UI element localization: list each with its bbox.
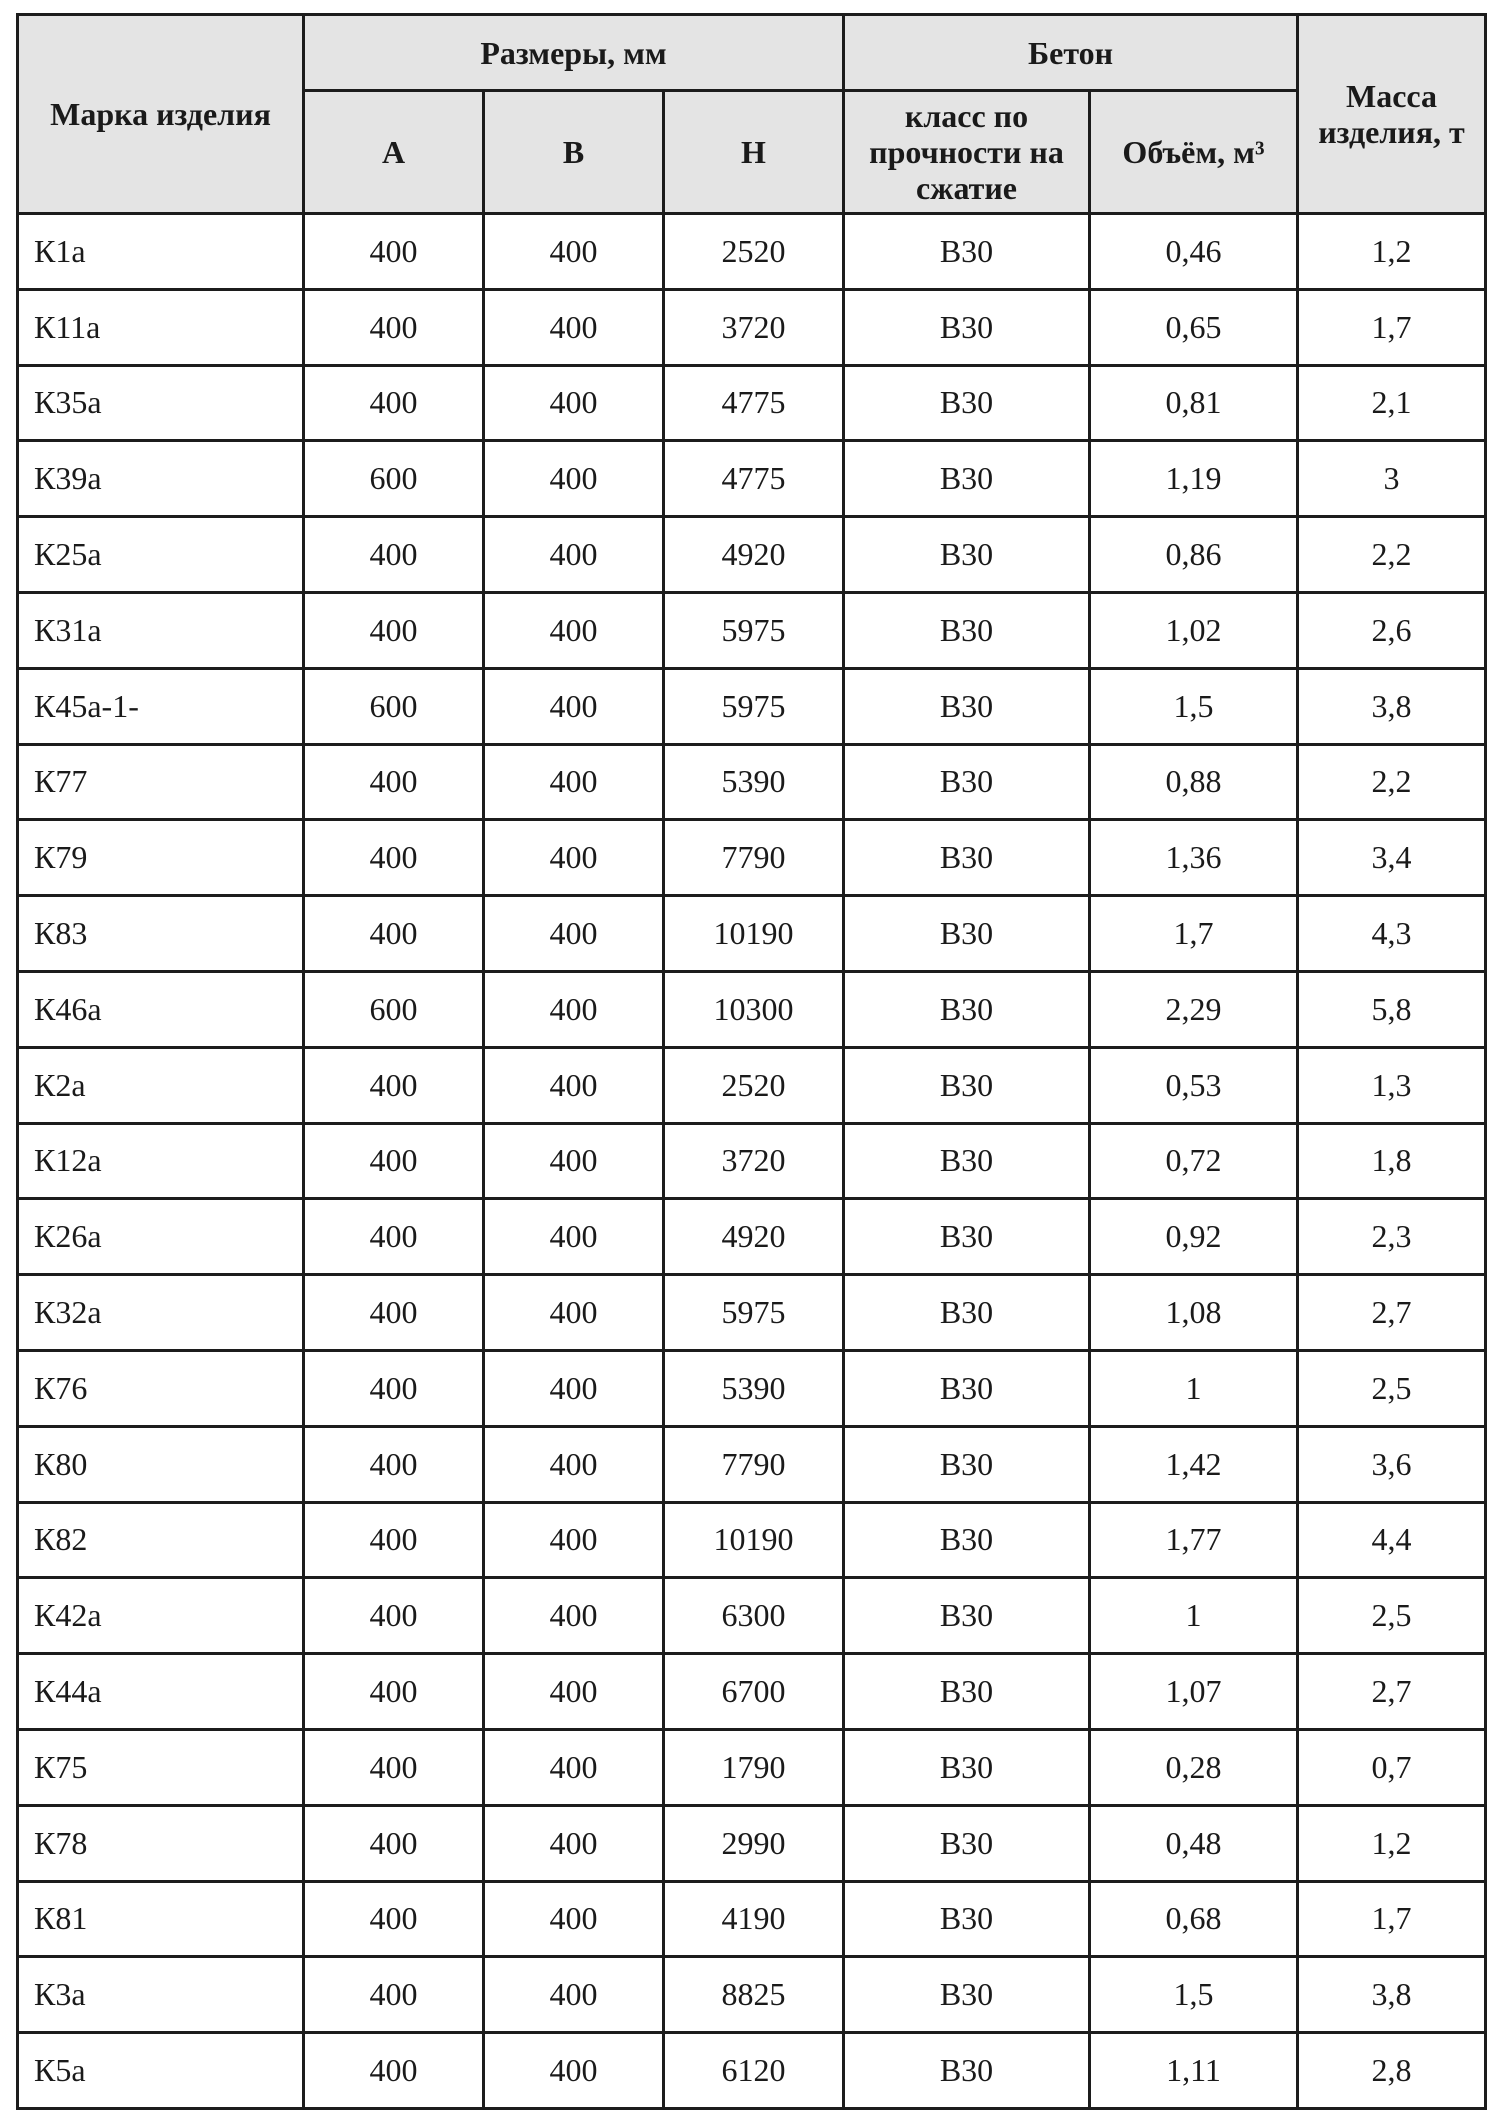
- table-row: [18, 1426, 1486, 1502]
- table-row: [18, 1199, 1486, 1275]
- cell-mass: 3,4: [1298, 820, 1486, 896]
- cell-strength-class: В30: [844, 1654, 1090, 1730]
- cell-a: 400: [304, 1957, 484, 2033]
- table-row: [18, 1805, 1486, 1881]
- cell-strength-class: В30: [844, 1199, 1090, 1275]
- header-h: Н: [664, 91, 844, 214]
- cell-mass: 2,8: [1298, 2033, 1486, 2109]
- cell-h: 4190: [664, 1881, 844, 1957]
- cell-strength-class: В30: [844, 1578, 1090, 1654]
- cell-a: 400: [304, 592, 484, 668]
- cell-strength-class: В30: [844, 668, 1090, 744]
- cell-b: 400: [484, 1123, 664, 1199]
- cell-a: 400: [304, 1654, 484, 1730]
- cell-volume: 1,36: [1090, 820, 1298, 896]
- cell-mark: К81: [18, 1881, 304, 1957]
- cell-volume: 1,08: [1090, 1275, 1298, 1351]
- cell-strength-class: В30: [844, 1047, 1090, 1123]
- table-row: [18, 1047, 1486, 1123]
- cell-h: 5975: [664, 668, 844, 744]
- cell-strength-class: В30: [844, 1275, 1090, 1351]
- cell-h: 7790: [664, 1426, 844, 1502]
- cell-a: 400: [304, 214, 484, 290]
- cell-volume: 1,5: [1090, 1957, 1298, 2033]
- cell-h: 4775: [664, 441, 844, 517]
- cell-mass: 1,3: [1298, 1047, 1486, 1123]
- cell-mass: 3: [1298, 441, 1486, 517]
- header-volume: Объём, м³: [1090, 91, 1298, 214]
- table-row: [18, 1502, 1486, 1578]
- table-body: [18, 214, 1486, 2109]
- cell-b: 400: [484, 668, 664, 744]
- header-mass: Масса изделия, т: [1298, 15, 1486, 214]
- header-concrete: Бетон: [844, 15, 1298, 91]
- cell-strength-class: В30: [844, 1350, 1090, 1426]
- cell-b: 400: [484, 2033, 664, 2109]
- cell-mark: К5а: [18, 2033, 304, 2109]
- table-row: [18, 365, 1486, 441]
- cell-mass: 2,5: [1298, 1350, 1486, 1426]
- cell-a: 400: [304, 517, 484, 593]
- cell-mass: 2,5: [1298, 1578, 1486, 1654]
- table-row: [18, 971, 1486, 1047]
- table-row: [18, 1881, 1486, 1957]
- table-row: [18, 820, 1486, 896]
- cell-h: 5975: [664, 1275, 844, 1351]
- cell-a: 400: [304, 1578, 484, 1654]
- cell-volume: 0,65: [1090, 289, 1298, 365]
- cell-a: 400: [304, 1426, 484, 1502]
- cell-mass: 2,7: [1298, 1654, 1486, 1730]
- cell-a: 400: [304, 1350, 484, 1426]
- cell-a: 400: [304, 1275, 484, 1351]
- cell-b: 400: [484, 896, 664, 972]
- cell-a: 400: [304, 1881, 484, 1957]
- cell-h: 4775: [664, 365, 844, 441]
- cell-volume: 0,81: [1090, 365, 1298, 441]
- cell-mass: 3,6: [1298, 1426, 1486, 1502]
- cell-b: 400: [484, 1881, 664, 1957]
- cell-mark: К31а: [18, 592, 304, 668]
- cell-volume: 1: [1090, 1350, 1298, 1426]
- cell-b: 400: [484, 1654, 664, 1730]
- cell-strength-class: В30: [844, 1502, 1090, 1578]
- header-strength-class: класс по прочности на сжатие: [844, 91, 1090, 214]
- table-row: [18, 517, 1486, 593]
- cell-mark: К3а: [18, 1957, 304, 2033]
- cell-a: 600: [304, 971, 484, 1047]
- table-row: [18, 896, 1486, 972]
- table-row: [18, 1729, 1486, 1805]
- cell-mark: К1а: [18, 214, 304, 290]
- cell-strength-class: В30: [844, 820, 1090, 896]
- cell-mark: К75: [18, 1729, 304, 1805]
- cell-a: 400: [304, 365, 484, 441]
- table-row: [18, 1275, 1486, 1351]
- cell-strength-class: В30: [844, 365, 1090, 441]
- cell-strength-class: В30: [844, 1729, 1090, 1805]
- cell-mark: К45а-1-: [18, 668, 304, 744]
- cell-a: 400: [304, 896, 484, 972]
- cell-volume: 0,48: [1090, 1805, 1298, 1881]
- cell-strength-class: В30: [844, 1426, 1090, 1502]
- cell-b: 400: [484, 1350, 664, 1426]
- cell-h: 6120: [664, 2033, 844, 2109]
- cell-volume: 1,19: [1090, 441, 1298, 517]
- cell-strength-class: В30: [844, 592, 1090, 668]
- cell-mass: 1,7: [1298, 1881, 1486, 1957]
- cell-mark: К25а: [18, 517, 304, 593]
- cell-h: 5390: [664, 1350, 844, 1426]
- cell-h: 7790: [664, 820, 844, 896]
- cell-b: 400: [484, 1199, 664, 1275]
- product-table: [16, 13, 1487, 2110]
- table-row: [18, 1578, 1486, 1654]
- cell-h: 8825: [664, 1957, 844, 2033]
- cell-mark: К12а: [18, 1123, 304, 1199]
- cell-strength-class: В30: [844, 214, 1090, 290]
- cell-b: 400: [484, 820, 664, 896]
- cell-a: 600: [304, 441, 484, 517]
- table-row: [18, 289, 1486, 365]
- cell-h: 5390: [664, 744, 844, 820]
- cell-mark: К82: [18, 1502, 304, 1578]
- cell-volume: 1,77: [1090, 1502, 1298, 1578]
- table-row: [18, 1350, 1486, 1426]
- header-a: А: [304, 91, 484, 214]
- cell-mark: К39а: [18, 441, 304, 517]
- cell-h: 5975: [664, 592, 844, 668]
- cell-mass: 0,7: [1298, 1729, 1486, 1805]
- cell-h: 10190: [664, 1502, 844, 1578]
- cell-volume: 1,42: [1090, 1426, 1298, 1502]
- cell-volume: 1,02: [1090, 592, 1298, 668]
- cell-b: 400: [484, 592, 664, 668]
- cell-mass: 1,8: [1298, 1123, 1486, 1199]
- cell-b: 400: [484, 441, 664, 517]
- cell-mass: 1,2: [1298, 214, 1486, 290]
- header-sizes: Размеры, мм: [304, 15, 844, 91]
- cell-h: 3720: [664, 289, 844, 365]
- cell-h: 6300: [664, 1578, 844, 1654]
- cell-mass: 4,3: [1298, 896, 1486, 972]
- cell-a: 400: [304, 1729, 484, 1805]
- header-mark: Марка изделия: [18, 15, 304, 214]
- table-row: [18, 214, 1486, 290]
- cell-b: 400: [484, 1578, 664, 1654]
- cell-h: 2990: [664, 1805, 844, 1881]
- cell-strength-class: В30: [844, 517, 1090, 593]
- cell-mass: 2,7: [1298, 1275, 1486, 1351]
- cell-h: 10300: [664, 971, 844, 1047]
- table-row: [18, 592, 1486, 668]
- cell-mass: 5,8: [1298, 971, 1486, 1047]
- cell-mass: 2,2: [1298, 517, 1486, 593]
- cell-mass: 3,8: [1298, 1957, 1486, 2033]
- cell-mark: К42а: [18, 1578, 304, 1654]
- cell-b: 400: [484, 214, 664, 290]
- table-row: [18, 1123, 1486, 1199]
- cell-mark: К35а: [18, 365, 304, 441]
- cell-a: 400: [304, 1199, 484, 1275]
- cell-mass: 2,2: [1298, 744, 1486, 820]
- cell-mass: 4,4: [1298, 1502, 1486, 1578]
- cell-b: 400: [484, 1047, 664, 1123]
- cell-volume: 1,5: [1090, 668, 1298, 744]
- cell-a: 400: [304, 1123, 484, 1199]
- cell-b: 400: [484, 1729, 664, 1805]
- cell-h: 3720: [664, 1123, 844, 1199]
- cell-b: 400: [484, 289, 664, 365]
- table-row: [18, 744, 1486, 820]
- cell-b: 400: [484, 1275, 664, 1351]
- cell-mark: К80: [18, 1426, 304, 1502]
- cell-volume: 0,46: [1090, 214, 1298, 290]
- cell-strength-class: В30: [844, 289, 1090, 365]
- cell-b: 400: [484, 1502, 664, 1578]
- cell-volume: 0,68: [1090, 1881, 1298, 1957]
- cell-mass: 1,2: [1298, 1805, 1486, 1881]
- cell-strength-class: В30: [844, 1123, 1090, 1199]
- cell-a: 400: [304, 1502, 484, 1578]
- cell-strength-class: В30: [844, 1881, 1090, 1957]
- cell-mass: 2,1: [1298, 365, 1486, 441]
- cell-b: 400: [484, 1805, 664, 1881]
- cell-volume: 0,72: [1090, 1123, 1298, 1199]
- cell-b: 400: [484, 1426, 664, 1502]
- cell-h: 4920: [664, 517, 844, 593]
- table-row: [18, 2033, 1486, 2109]
- cell-volume: 0,53: [1090, 1047, 1298, 1123]
- cell-strength-class: В30: [844, 744, 1090, 820]
- cell-mass: 2,6: [1298, 592, 1486, 668]
- cell-strength-class: В30: [844, 2033, 1090, 2109]
- header-b: В: [484, 91, 664, 214]
- cell-mark: К26а: [18, 1199, 304, 1275]
- cell-b: 400: [484, 517, 664, 593]
- cell-mass: 1,7: [1298, 289, 1486, 365]
- cell-a: 400: [304, 820, 484, 896]
- table-row: [18, 668, 1486, 744]
- cell-b: 400: [484, 971, 664, 1047]
- cell-mark: К76: [18, 1350, 304, 1426]
- table-row: [18, 1957, 1486, 2033]
- cell-h: 2520: [664, 1047, 844, 1123]
- cell-b: 400: [484, 365, 664, 441]
- cell-h: 2520: [664, 214, 844, 290]
- cell-h: 6700: [664, 1654, 844, 1730]
- cell-mark: К11а: [18, 289, 304, 365]
- cell-strength-class: В30: [844, 1805, 1090, 1881]
- cell-h: 1790: [664, 1729, 844, 1805]
- cell-volume: 0,88: [1090, 744, 1298, 820]
- table-row: [18, 1654, 1486, 1730]
- cell-mark: К46а: [18, 971, 304, 1047]
- cell-mark: К44а: [18, 1654, 304, 1730]
- cell-mark: К79: [18, 820, 304, 896]
- cell-strength-class: В30: [844, 896, 1090, 972]
- cell-b: 400: [484, 1957, 664, 2033]
- cell-volume: 2,29: [1090, 971, 1298, 1047]
- cell-a: 600: [304, 668, 484, 744]
- cell-b: 400: [484, 744, 664, 820]
- cell-mark: К2а: [18, 1047, 304, 1123]
- table-header: [18, 15, 1486, 214]
- cell-volume: 1,07: [1090, 1654, 1298, 1730]
- cell-mark: К83: [18, 896, 304, 972]
- cell-volume: 0,86: [1090, 517, 1298, 593]
- cell-a: 400: [304, 744, 484, 820]
- cell-mark: К32а: [18, 1275, 304, 1351]
- cell-a: 400: [304, 289, 484, 365]
- cell-h: 4920: [664, 1199, 844, 1275]
- cell-strength-class: В30: [844, 971, 1090, 1047]
- cell-mass: 2,3: [1298, 1199, 1486, 1275]
- cell-h: 10190: [664, 896, 844, 972]
- cell-strength-class: В30: [844, 441, 1090, 517]
- cell-a: 400: [304, 2033, 484, 2109]
- cell-volume: 0,28: [1090, 1729, 1298, 1805]
- cell-volume: 1: [1090, 1578, 1298, 1654]
- cell-mark: К77: [18, 744, 304, 820]
- cell-a: 400: [304, 1047, 484, 1123]
- cell-a: 400: [304, 1805, 484, 1881]
- cell-volume: 1,7: [1090, 896, 1298, 972]
- table-row: [18, 441, 1486, 517]
- cell-mark: К78: [18, 1805, 304, 1881]
- cell-volume: 1,11: [1090, 2033, 1298, 2109]
- cell-strength-class: В30: [844, 1957, 1090, 2033]
- cell-mass: 3,8: [1298, 668, 1486, 744]
- cell-volume: 0,92: [1090, 1199, 1298, 1275]
